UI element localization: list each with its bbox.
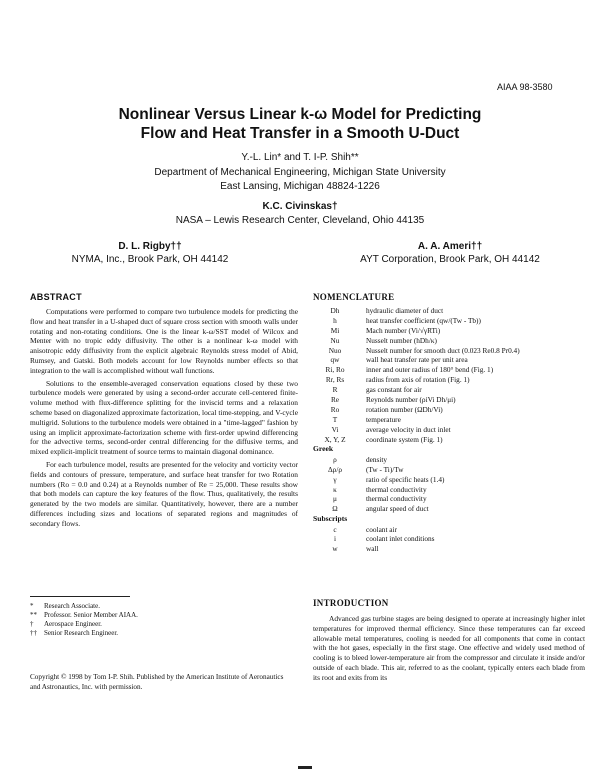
nomenclature-item	[313, 504, 585, 514]
affiliation-msu-city: East Lansing, Michigan 48824-1226	[220, 181, 380, 192]
nomenclature-definition: (Tw - Ti)/Tw	[366, 464, 404, 474]
abstract-paragraph: Solutions to the ensemble-averaged conservation equations closed by these two turbulence models were generated by using a second-order accurate cell-centered finite-volume method with flux-difference splitting for the inviscid terms and a relaxation scheme based on diagonalized approximate factorization, local time-stepping, and V-cycle multigrid. Solutions to the turbulence models were obtained in a "time-lagged" fashion by using an implicit approximate-factorization scheme with first-order upwind differencing for the advective terms, second-order central differencing for the diffusive terms, and mixed explicit-implicit treatment of source terms to maintain diagonal dominance.	[30, 378, 298, 457]
title-line-1: Nonlinear Versus Linear k-ω Model for Predicting	[118, 106, 482, 123]
nomenclature-definition: coolant air	[366, 524, 397, 534]
page-marker	[298, 766, 312, 769]
nomenclature-symbol: Ro	[330, 404, 340, 414]
nomenclature-definition: coolant inlet conditions	[366, 534, 435, 544]
nomenclature-item	[313, 355, 585, 365]
nomenclature-symbol: γ	[333, 474, 337, 484]
nomenclature-symbol: Vi	[331, 424, 339, 434]
footnotes	[30, 602, 300, 638]
nomenclature-definition: Mach number (Vi/√γRTi)	[366, 325, 441, 335]
footnote	[30, 602, 300, 611]
footnote-mark: *	[30, 602, 34, 610]
abstract-body	[30, 307, 298, 532]
nomenclature-item	[313, 346, 585, 356]
nomenclature-item	[313, 336, 585, 346]
nomenclature-item	[313, 455, 585, 465]
nomenclature-definition: rotation number (ΩDh/Vi)	[366, 404, 443, 414]
nomenclature-symbol: Dh	[330, 306, 340, 315]
author-civinskas: K.C. Civinskas†	[262, 201, 338, 212]
nomenclature-definition: heat transfer coefficient (qw/(Tw - Tb))	[366, 315, 481, 325]
footnote-text: Senior Research Engineer.	[44, 629, 119, 637]
nomenclature-definition: radius from axis of rotation (Fig. 1)	[366, 375, 470, 385]
nomenclature-definition: gas constant for air	[366, 385, 422, 395]
footnote	[30, 629, 300, 638]
nomenclature-item	[313, 326, 585, 336]
nomenclature-symbol: μ	[333, 494, 337, 504]
nomenclature-symbol: Ω	[332, 504, 338, 514]
nomenclature-heading: NOMENCLATURE	[313, 292, 395, 302]
nomenclature-item	[313, 375, 585, 385]
nomenclature-symbol: qw	[330, 355, 340, 365]
nomenclature-symbol: h	[333, 315, 337, 325]
nomenclature-definition: Reynolds number (ρiVi Dh/μi)	[366, 395, 456, 405]
nomenclature-item	[313, 435, 585, 445]
nomenclature-list	[313, 306, 585, 554]
nomenclature-item	[313, 485, 585, 495]
nomenclature-definition: thermal conductivity	[366, 484, 427, 494]
nomenclature-symbol: X, Y, Z	[324, 434, 346, 444]
footnote-mark: ††	[30, 629, 37, 637]
footnote	[30, 611, 300, 620]
nomenclature-item	[313, 415, 585, 425]
nomenclature-item	[313, 365, 585, 375]
footnote-text: Professor. Senior Member AIAA.	[44, 611, 138, 619]
nomenclature-definition: inner and outer radius of 180° bend (Fig. 1)	[366, 365, 494, 375]
author-ameri: A. A. Ameri††	[417, 241, 483, 252]
nomenclature-definition: ratio of specific heats (1.4)	[366, 474, 445, 484]
nomenclature-item	[313, 316, 585, 326]
nomenclature-symbol: R	[332, 385, 338, 395]
nomenclature-symbol: i	[333, 534, 337, 544]
affiliation-ayt: AYT Corporation, Brook Park, OH 44142	[360, 254, 540, 265]
footnote-rule	[30, 596, 130, 597]
abstract-heading: ABSTRACT	[30, 292, 82, 302]
nomenclature-item	[313, 395, 585, 405]
nomenclature-item	[313, 534, 585, 544]
nomenclature-definition: average velocity in duct inlet	[366, 424, 451, 434]
nomenclature-item	[313, 405, 585, 415]
nomenclature-item	[313, 525, 585, 535]
affiliation-nyma: NYMA, Inc., Brook Park, OH 44142	[71, 254, 229, 265]
nomenclature-symbol: Re	[330, 395, 340, 405]
nomenclature-item	[313, 306, 585, 316]
abstract-paragraph: Computations were performed to compare two turbulence models for predicting the flow and heat transfer in a U-shaped duct of square cross section with smooth walls under rotating and non-rotating conditions. One is the linear k-ω/SST model of Wilcox and Menter with no tropic eddy diffusivity. The other is a nonlinear k-ω model with anisotropic eddy diffusivity from the explicit algebraic Reynolds stress model of Abid, Rumsey, and Gatski. Both models account for low Reynolds number effects so that integration to the wall is accomplished without wall functions.	[30, 307, 298, 375]
subscripts-heading: Subscripts	[313, 514, 348, 524]
nomenclature-symbol: w	[332, 544, 338, 554]
nomenclature-definition: density	[366, 454, 388, 464]
nomenclature-definition: Nusselt number for smooth duct (0.023 Re0.8 Pr0.4)	[366, 345, 520, 355]
nomenclature-item	[313, 544, 585, 554]
nomenclature-definition: thermal conductivity	[366, 494, 427, 504]
nomenclature-item	[313, 465, 585, 475]
nomenclature-symbol: c	[333, 524, 337, 534]
paper-id: AIAA 98-3580	[497, 82, 553, 92]
affiliation-msu: Department of Mechanical Engineering, Michigan State University	[154, 167, 446, 178]
introduction-heading: INTRODUCTION	[313, 598, 389, 608]
nomenclature-definition: wall	[366, 544, 379, 554]
nomenclature-item	[313, 475, 585, 485]
introduction-body	[313, 614, 585, 683]
nomenclature-symbol: Mi	[330, 325, 340, 335]
authors-lin-shih: Y.-L. Lin* and T. I-P. Shih**	[241, 152, 359, 163]
affiliation-nasa: NASA – Lewis Research Center, Cleveland, Ohio 44135	[175, 215, 425, 226]
title-line-2: Flow and Heat Transfer in a Smooth U-Duct	[140, 125, 460, 142]
nomenclature-definition: hydraulic diameter of duct	[366, 306, 444, 315]
introduction-paragraph: Advanced gas turbine stages are being designed to operate at increasingly higher inlet temperatures for improved thermal efficiency. Since these temperatures can far exceed allowable metal temperatures, cooling is needed for all components that come in contact with the hot gases, especially in the first stage. One effective and widely used method of cooling is to bleed lower-temperature air from the compressor and circulate it inside and/or outside of each blade. This air, referred to as the coolant, typically enters each blade from its root and exits from its	[313, 614, 585, 682]
nomenclature-item	[313, 425, 585, 435]
copyright-notice: Copyright © 1998 by Tom I-P. Shih. Published by the American Institute of Aeronautics and Astronautics, Inc. with permission.	[30, 673, 284, 691]
nomenclature-symbol: Rr, Rs	[325, 375, 345, 385]
greek-heading: Greek	[313, 444, 334, 454]
nomenclature-item	[313, 494, 585, 504]
nomenclature-symbol: Nuo	[328, 345, 342, 355]
nomenclature-definition: angular speed of duct	[366, 504, 429, 514]
footnote-mark: †	[30, 620, 34, 628]
footnote-text: Research Associate.	[44, 602, 100, 610]
nomenclature-symbol: Ri, Ro	[325, 365, 345, 375]
author-rigby: D. L. Rigby††	[118, 241, 182, 252]
nomenclature-item	[313, 385, 585, 395]
nomenclature-symbol: Nu	[330, 335, 340, 345]
nomenclature-definition: Nusselt number (hDh/κ)	[366, 335, 437, 345]
nomenclature-definition: wall heat transfer rate per unit area	[366, 355, 468, 365]
nomenclature-symbol: κ	[333, 484, 337, 494]
nomenclature-symbol: Δρ/ρ	[327, 464, 342, 474]
footnote-text: Aerospace Engineer.	[44, 620, 102, 628]
footnote	[30, 620, 300, 629]
footnote-mark: **	[30, 611, 37, 619]
nomenclature-symbol: T	[332, 414, 338, 424]
nomenclature-symbol: ρ	[333, 454, 337, 464]
nomenclature-definition: coordinate system (Fig. 1)	[366, 434, 443, 444]
abstract-paragraph: For each turbulence model, results are presented for the velocity and vorticity vector fields and contours of pressure, temperature, and surface heat transfer for two Rotation numbers (Ro = 0.0 and 0.24) at a Reynolds number of Re = 25,000. These results show that both models can capture the key features of the flow. Thus, qualitatively, the results generated by the two models are similar. Quantitatively, however, there are a number differences including sizes and locations of separated regions and magnitudes of secondary flows.	[30, 459, 298, 528]
nomenclature-definition: temperature	[366, 414, 401, 424]
